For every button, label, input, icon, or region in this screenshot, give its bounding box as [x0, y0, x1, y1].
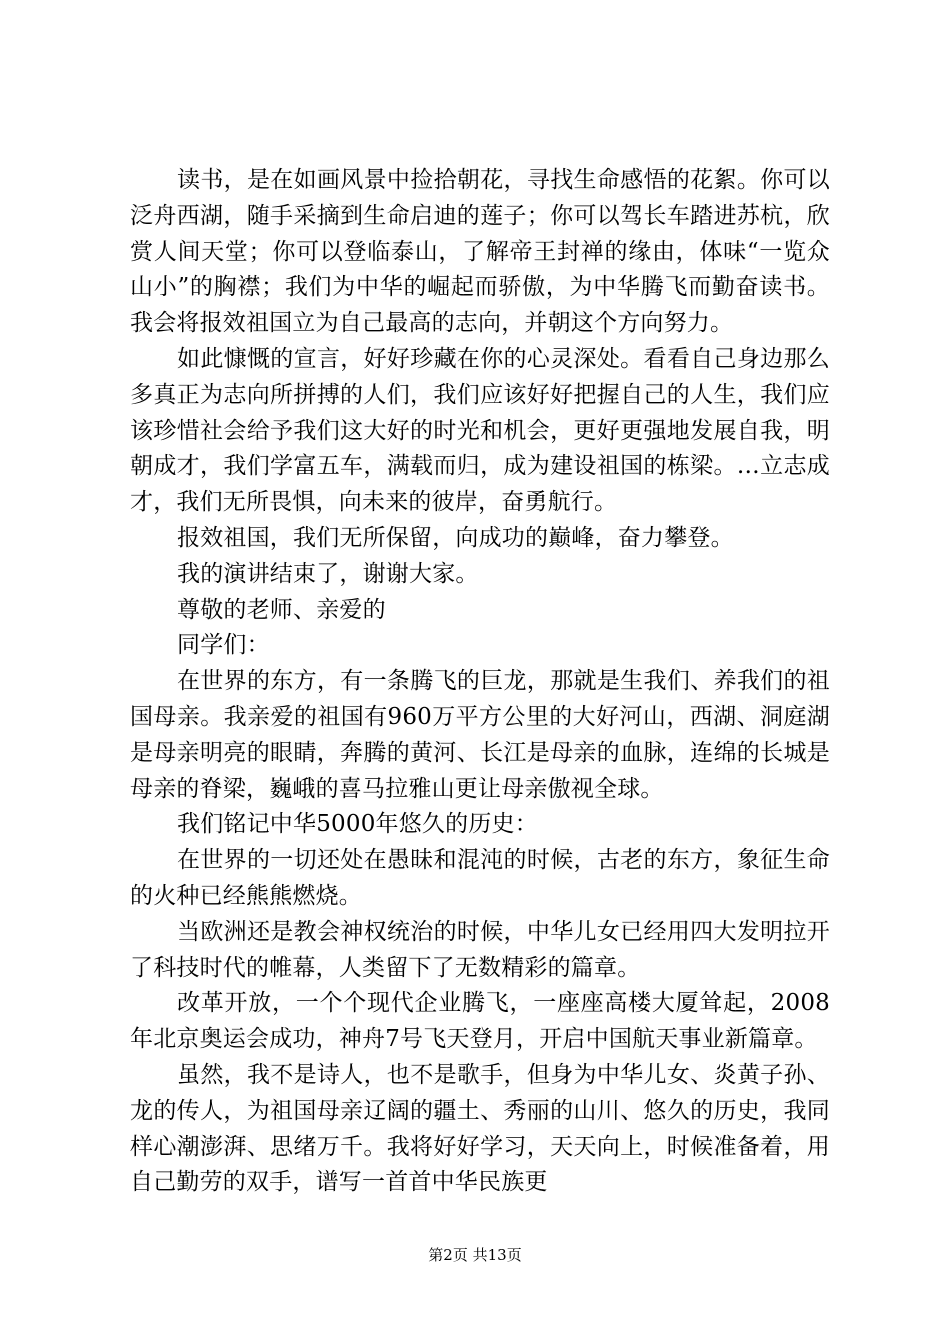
paragraph: 改革开放，一个个现代企业腾飞，一座座高楼大厦耸起，2008年北京奥运会成功，神舟7号飞天登月，开启中国航天事业新篇章。: [130, 990, 830, 1053]
paragraph: 报效祖国，我们无所保留，向成功的巅峰，奋力攀登。: [177, 524, 734, 551]
paragraph: 读书，是在如画风景中捡拾朝花，寻找生命感悟的花絮。你可以泛舟西湖，随手采摘到生命启迪的莲子；你可以驾长车踏进苏杭，欣赏人间天堂；你可以登临泰山，了解帝王封禅的缘由，体味“一览众山小”的胸襟；我们为中华的崛起而骄傲，为中华腾飞而勤奋读书。我会将报效祖国立为自己最高的志向，并朝这个方向努力。: [130, 167, 830, 337]
document-body: [130, 163, 830, 1201]
paragraph: 我的演讲结束了，谢谢大家。: [177, 560, 479, 587]
paragraph: 尊敬的老师、亲爱的: [177, 596, 386, 623]
paragraph: 我们铭记中华5000年悠久的历史：: [177, 811, 538, 838]
paragraph: 同学们：: [177, 632, 270, 659]
page-number-label: 第2页 共13页: [428, 1246, 522, 1264]
paragraph: 当欧洲还是教会神权统治的时候，中华儿女已经用四大发明拉开了科技时代的帷幕，人类留下了无数精彩的篇章。: [130, 918, 830, 981]
page-footer: [0, 1245, 950, 1265]
paragraph: 虽然，我不是诗人，也不是歌手，但身为中华儿女、炎黄子孙、龙的传人，为祖国母亲辽阔的疆土、秀丽的山川、悠久的历史，我同样心潮澎湃、思绪万千。我将好好学习，天天向上，时候准备着，用自己勤劳的双手，谱写一首首中华民族更: [130, 1061, 830, 1196]
paragraph: 在世界的东方，有一条腾飞的巨龙，那就是生我们、养我们的祖国母亲。我亲爱的祖国有960万平方公里的大好河山，西湖、洞庭湖是母亲明亮的眼睛，奔腾的黄河、长江是母亲的血脉，连绵的长城是母亲的脊梁，巍峨的喜马拉雅山更让母亲傲视全球。: [130, 668, 830, 802]
paragraph: 在世界的一切还处在愚昧和混沌的时候，古老的东方，象征生命的火种已经熊熊燃烧。: [130, 847, 830, 909]
paragraph: 如此慷慨的宣言，好好珍藏在你的心灵深处。看看自己身边那么多真正为志向所拼搏的人们，我们应该好好把握自己的人生，我们应该珍惜社会给予我们这大好的时光和机会，更好更强地发展自我，明朝成才，我们学富五车，满载而归，成为建设祖国的栋梁。…立志成才，我们无所畏惧，向未来的彼岸，奋勇航行。: [130, 345, 830, 516]
